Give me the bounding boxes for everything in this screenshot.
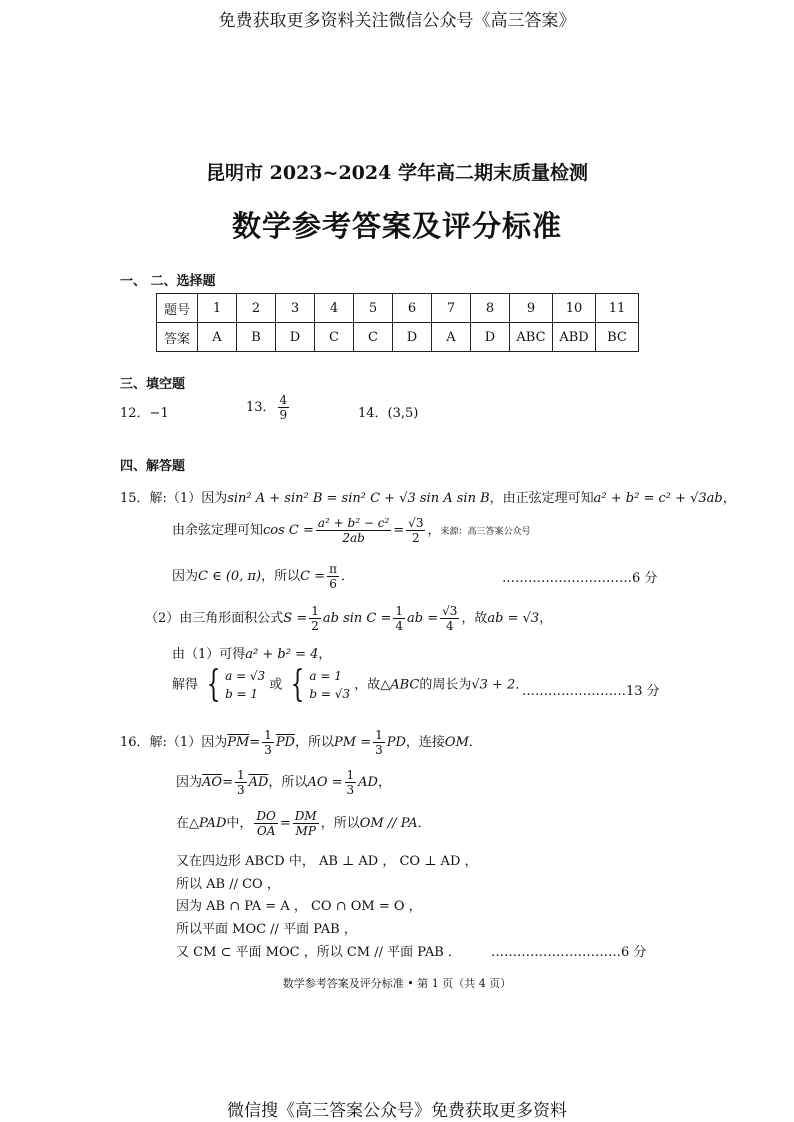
fraction: [345, 768, 357, 797]
bottom-banner: 微信搜《高三答案公众号》免费获取更多资料: [227, 1101, 567, 1121]
q16-line1: [120, 728, 482, 757]
q15-cos: cos C =: [263, 523, 314, 538]
q16-punct: ．: [468, 735, 482, 750]
fraction: [235, 768, 247, 797]
fraction: [293, 809, 319, 838]
denominator: MP: [295, 824, 316, 838]
table-cell: 8: [471, 294, 510, 323]
table-cell: 2: [237, 294, 276, 323]
fraction: [393, 604, 405, 633]
equals: =: [222, 775, 233, 790]
q15-c-eq: C =: [300, 569, 326, 584]
q15-punct: ，: [318, 647, 332, 662]
document-title: 数学参考答案及评分标准: [231, 209, 562, 243]
q16-term: AD: [358, 775, 378, 790]
q16-text: ，连接: [405, 735, 445, 750]
q15-text: 因为: [172, 569, 199, 584]
numerator: √3: [442, 604, 458, 618]
fraction: [309, 604, 321, 633]
numerator: DM: [294, 809, 317, 823]
q15-text: 由余弦定理可知: [172, 523, 264, 538]
q15-punct: ，: [722, 491, 736, 506]
table-cell: 10: [553, 294, 596, 323]
table-cell: C: [315, 323, 354, 352]
table-cell: D: [276, 323, 315, 352]
numerator: 1: [395, 604, 404, 618]
q15-line4: [145, 604, 552, 633]
q16-term: PD: [386, 735, 406, 750]
q12-label: 12．: [120, 406, 150, 421]
table-row-answers: [157, 323, 639, 352]
exam-title: 昆明市 2023~2024 学年高二期末质量检测: [206, 162, 588, 184]
denominator: 2: [311, 619, 319, 633]
table-cell: BC: [596, 323, 639, 352]
denominator: 4: [395, 619, 404, 633]
q15-punct: ，: [427, 523, 441, 538]
brace-icon: {: [206, 664, 221, 705]
q16-score1: …………………………6 分: [491, 945, 647, 960]
denominator: 4: [445, 619, 454, 633]
table-cell: ABC: [510, 323, 553, 352]
q15-triangle: ABC: [390, 677, 420, 693]
q15-pi-over-6: [327, 562, 339, 591]
top-banner: 免费获取更多资料关注微信公众号《高三答案》: [218, 11, 576, 31]
q15-text: （2）由三角形面积公式: [145, 611, 284, 626]
denominator: 6: [329, 577, 337, 591]
q16-text: ，所以: [320, 816, 360, 831]
numerator: a² + b² − c²: [317, 516, 390, 530]
table-cell: 3: [276, 294, 315, 323]
q15-equation1: sin² A + sin² B = sin² C + √3 sin A sin B: [227, 491, 490, 506]
q13-denominator: 9: [279, 408, 288, 422]
q15-label: 15．解:（1）因为: [120, 491, 228, 506]
fraction: [262, 728, 274, 757]
table-cell: D: [471, 323, 510, 352]
q16-punct: ，: [377, 775, 391, 790]
equals: =: [393, 523, 405, 538]
q16-text: 因为: [176, 775, 203, 790]
numerator: 1: [375, 728, 383, 742]
q16-term: PAD: [199, 816, 227, 831]
system-eq: a = √3: [225, 669, 266, 683]
row-label-q: 题号: [157, 294, 198, 323]
table-cell: 11: [596, 294, 639, 323]
vector: $\overline{PM}$: [227, 735, 250, 750]
vector: $\overline{PD}$: [275, 735, 295, 750]
brace-icon: {: [291, 664, 305, 705]
numerator: 1: [236, 768, 245, 782]
equals: =: [279, 816, 291, 831]
system-eq: b = 1: [225, 687, 259, 701]
denominator: OA: [256, 824, 276, 838]
q15-line1: [120, 487, 736, 506]
source-note: 来源：高三答案公众号: [440, 527, 531, 537]
table-cell: B: [237, 323, 276, 352]
denominator: 3: [375, 743, 383, 757]
denominator: 2: [411, 531, 420, 545]
q15-sqrt3-over-2: [406, 516, 425, 545]
q15-s-eq: S =: [283, 611, 308, 626]
q15-text: 的周长为: [419, 677, 472, 693]
q15-equation2: a² + b² = c² + √3ab: [593, 491, 723, 506]
table-cell: 1: [198, 294, 237, 323]
system-stack: [309, 667, 350, 703]
denominator: 3: [236, 783, 245, 797]
system-1: [202, 664, 266, 705]
q15-line3: [172, 562, 354, 591]
fill-q14: [358, 402, 418, 421]
system-eq: a = 1: [309, 669, 342, 683]
q15-score1: …………………………6 分: [502, 571, 658, 586]
fraction: [254, 809, 277, 838]
numerator: 1: [346, 768, 355, 782]
table-row-numbers: [157, 294, 639, 323]
q15-or: 或: [269, 677, 283, 693]
q15-term: ab =: [407, 611, 439, 626]
fraction: [373, 728, 385, 757]
page-footer: 数学参考答案及评分标准 • 第 1 页（共 4 页）: [282, 977, 512, 990]
q14-label: 14．: [358, 406, 388, 421]
q13-fraction: [278, 393, 290, 422]
table-cell: A: [198, 323, 237, 352]
numerator: 1: [264, 728, 272, 742]
q15-term: ab sin C =: [322, 611, 392, 626]
q15-text: 由（1）可得: [172, 647, 246, 662]
vector: $\overline{AO}$: [202, 775, 223, 790]
q15-text: ，由正弦定理可知: [489, 491, 594, 506]
table-cell: ABD: [553, 323, 596, 352]
equals: =: [249, 735, 261, 750]
q12-answer: −1: [149, 406, 169, 421]
section-choice-heading: 一、 二、选择题: [120, 274, 216, 289]
system-stack: [225, 667, 265, 703]
q14-answer: (3,5): [387, 406, 419, 421]
numerator: π: [329, 562, 337, 576]
q16-term: OM // PA: [359, 816, 418, 831]
answer-table: [156, 293, 639, 352]
q16-term: AO =: [307, 775, 343, 790]
numerator: √3: [408, 516, 424, 530]
q15-punct: ．: [515, 677, 529, 693]
q15-punct: ．: [340, 569, 354, 584]
q16-line7: 所以平面 MOC // 平面 PAB ，: [176, 922, 357, 937]
q13-label: 13．: [246, 400, 276, 415]
q16-line3: [176, 809, 431, 838]
q15-ab: ab = √3: [487, 611, 540, 626]
row-label-a: 答案: [157, 323, 198, 352]
q16-text: ，所以: [294, 735, 334, 750]
q15-perimeter: √3 + 2: [471, 677, 516, 693]
q15-text: ，故: [461, 611, 488, 626]
fraction: [440, 604, 459, 633]
q15-line2: [172, 516, 530, 545]
denominator: 3: [264, 743, 272, 757]
q15-line5: [172, 643, 331, 662]
table-cell: 6: [393, 294, 432, 323]
table-cell: 5: [354, 294, 393, 323]
denominator: 2ab: [342, 531, 365, 545]
numerator: 1: [311, 604, 319, 618]
q16-term: OM: [444, 735, 469, 750]
table-cell: C: [354, 323, 393, 352]
table-cell: A: [432, 323, 471, 352]
vector: $\overline{AD}$: [248, 775, 269, 790]
q16-line2: [176, 768, 391, 797]
q15-range: C ∈ (0, π): [198, 569, 262, 584]
q13-numerator: 4: [279, 393, 288, 407]
q16-punct: ．: [417, 816, 431, 831]
q16-line6: 因为 AB ∩ PA = A ， CO ∩ OM = O ，: [176, 899, 422, 914]
q15-text: ，所以: [261, 569, 301, 584]
q15-score2: ……………………13 分: [522, 684, 660, 699]
q16-term: PM =: [334, 735, 372, 750]
q16-text: ，所以: [268, 775, 308, 790]
q15-text: 解得: [172, 677, 199, 693]
q16-line5: 所以 AB // CO ，: [176, 877, 280, 892]
section-fill-heading: 三、填空题: [120, 377, 186, 392]
q16-text: 在△: [176, 816, 199, 831]
denominator: 3: [346, 783, 355, 797]
q16-line4: 又在四边形 ABCD 中， AB ⊥ AD ， CO ⊥ AD ，: [176, 854, 478, 869]
system-2: [286, 664, 351, 705]
fill-q13: [246, 393, 291, 422]
q15-equation: a² + b² = 4: [245, 647, 319, 662]
table-cell: 9: [510, 294, 553, 323]
fill-q12: [120, 402, 169, 421]
q16-line8: 又 CM ⊂ 平面 MOC ，所以 CM // 平面 PAB ．: [176, 945, 461, 960]
q15-line6: [172, 664, 529, 705]
q15-cos-fraction: [316, 516, 391, 545]
q15-text: ，故△: [354, 677, 391, 693]
table-cell: 7: [432, 294, 471, 323]
numerator: DO: [256, 809, 276, 823]
q15-punct: ，: [539, 611, 553, 626]
q16-label: 16．解:（1）因为: [120, 735, 228, 750]
table-cell: 4: [315, 294, 354, 323]
section-solve-heading: 四、解答题: [120, 459, 186, 474]
table-cell: D: [393, 323, 432, 352]
system-eq: b = √3: [309, 687, 351, 701]
q16-text: 中，: [226, 816, 253, 831]
